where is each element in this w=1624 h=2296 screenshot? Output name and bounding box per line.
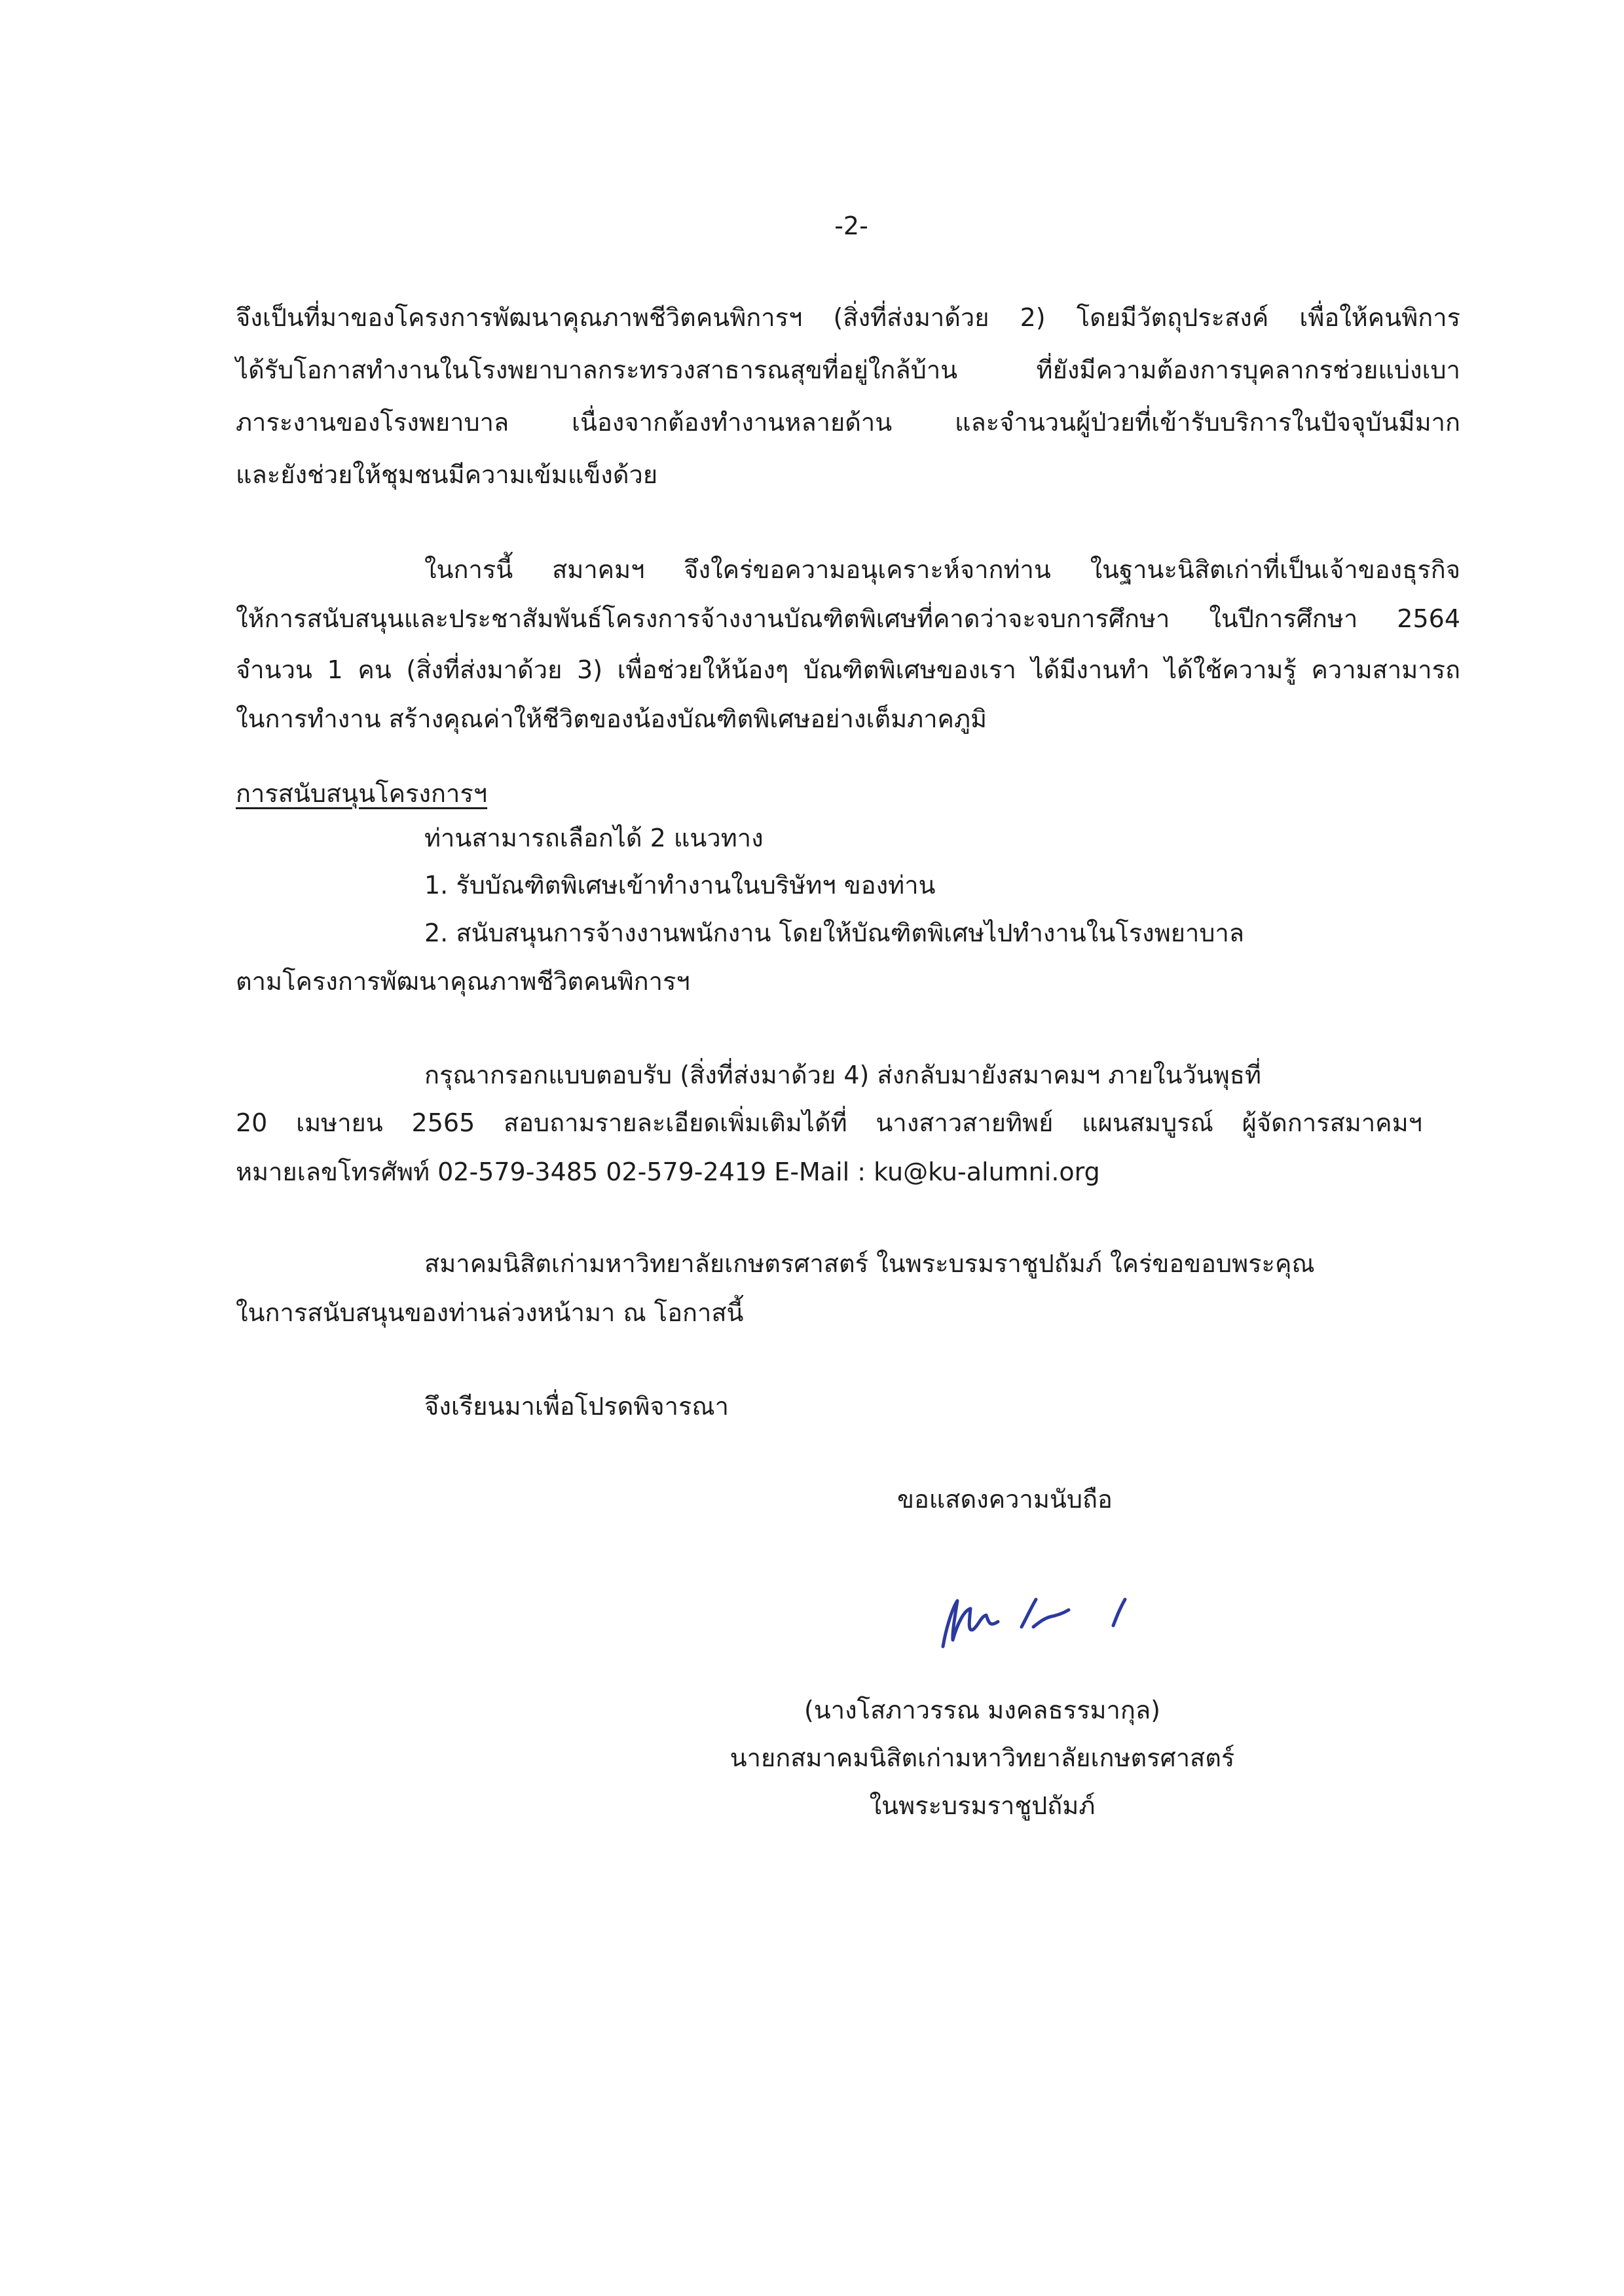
paragraph1-line: ได้รับโอกาสทำงานในโรงพยาบาลกระทรวงสาธารณสุขที่อยู่ใกล้บ้าน ที่ยังมีความต้องการบุคลากรช่วยแบ่งเบา [236,355,1460,384]
support-option-2: 2. สนับสนุนการจ้างงานพนักงาน โดยให้บัณฑิตพิเศษไปทำงานในโรงพยาบาล [424,919,1245,947]
support-intro: ท่านสามารถเลือกได้ 2 แนวทาง [424,824,764,852]
paragraph2-line: ในการนี้ สมาคมฯ จึงใคร่ขอความอนุเคราะห์จากท่าน ในฐานะนิสิตเก่าที่เป็นเจ้าของธุรกิจ [424,555,1460,584]
paragraph4-line: ในการสนับสนุนของท่านล่วงหน้ามา ณ โอกาสนี้ [236,1298,744,1327]
page-number: -2- [834,211,868,240]
paragraph2-line: ให้การสนับสนุนและประชาสัมพันธ์โครงการจ้างงานบัณฑิตพิเศษที่คาดว่าจะจบการศึกษา ในปีการศึกษา 2564 [236,604,1460,633]
signatory-name: (นางโสภาวรรณ มงคลธรรมากุล) [803,1696,1160,1724]
paragraph2-line: ในการทำงาน สร้างคุณค่าให้ชีวิตของน้องบัณฑิตพิเศษอย่างเต็มภาคภูมิ [236,704,987,733]
support-option-1: 1. รับบัณฑิตพิเศษเข้าทำงานในบริษัทฯ ของท่าน [424,871,936,900]
paragraph1-line: จึงเป็นที่มาของโครงการพัฒนาคุณภาพชีวิตคนพิการฯ (สิ่งที่ส่งมาด้วย 2) โดยมีวัตถุประสงค์ เพื่อให้คนพิการ [236,303,1460,332]
closing-request: จึงเรียนมาเพื่อโปรดพิจารณา [424,1392,729,1421]
closing-regards: ขอแสดงความนับถือ [897,1485,1113,1514]
support-option-2-continued: ตามโครงการพัฒนาคุณภาพชีวิตคนพิการฯ [236,967,690,996]
handwritten-signature [917,1561,1153,1673]
paragraph3-line: 20 เมษายน 2565 สอบถามรายละเอียดเพิ่มเติมได้ที่ นางสาวสายทิพย์ แผนสมบูรณ์ ผู้จัดการสมาคมฯ [236,1108,1422,1137]
paragraph1-line: และยังช่วยให้ชุมชนมีความเข้มแข็งด้วย [236,460,658,489]
signatory-title: นายกสมาคมนิสิตเก่ามหาวิทยาลัยเกษตรศาสตร์ [729,1743,1235,1772]
paragraph3-line: กรุณากรอกแบบตอบรับ (สิ่งที่ส่งมาด้วย 4) ส่งกลับมายังสมาคมฯ ภายในวันพุธที่ [424,1061,1262,1089]
paragraph1-line: ภาระงานของโรงพยาบาล เนื่องจากต้องทำงานหลายด้าน และจำนวนผู้ป่วยที่เข้ารับบริการในปัจจุบันมีมาก [236,408,1460,437]
support-heading: การสนับสนุนโครงการฯ [236,779,488,808]
paragraph3-line: หมายเลขโทรศัพท์ 02-579-3485 02-579-2419 E-Mail : ku@ku-alumni.org [236,1157,1100,1186]
signatory-title-continued: ในพระบรมราชูปถัมภ์ [869,1791,1096,1820]
paragraph2-line: จำนวน 1 คน (สิ่งที่ส่งมาด้วย 3) เพื่อช่วยให้น้องๆ บัณฑิตพิเศษของเรา ได้มีงานทำ ได้ใช้ความรู้ ความสามารถ [236,655,1460,684]
paragraph4-line: สมาคมนิสิตเก่ามหาวิทยาลัยเกษตรศาสตร์ ในพระบรมราชูปถัมภ์ ใคร่ขอขอบพระคุณ [424,1249,1315,1278]
